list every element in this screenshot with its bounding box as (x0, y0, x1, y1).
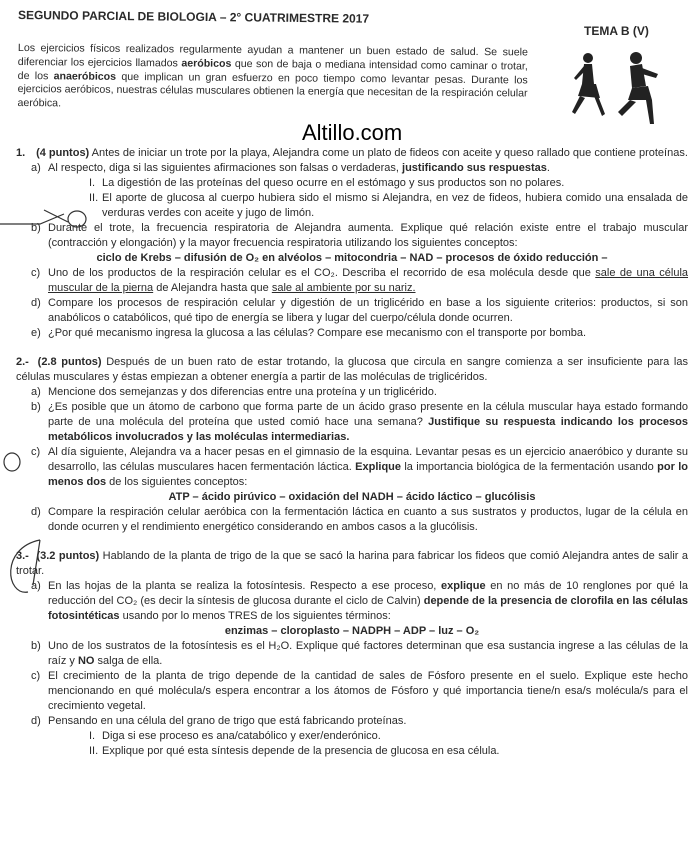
question-item (16, 505, 688, 535)
item-label: b) (31, 401, 41, 413)
question-item (16, 326, 688, 341)
question-item (16, 266, 688, 296)
item-label: b) (31, 222, 41, 234)
question-item (16, 639, 688, 669)
text-segment: usando por lo menos TRES de los siguientes términos: (119, 610, 391, 622)
question-item (16, 176, 688, 191)
bold-text: ciclo de Krebs – difusión de O₂ en alvéolos – mitocondria – NAD – procesos de óxido reducción – (96, 252, 608, 264)
question-item (16, 400, 688, 445)
item-label: II. (89, 192, 99, 204)
item-label: a) (31, 162, 41, 174)
question-item (16, 161, 688, 176)
bold-text: depende de la presencia de clorofila en las células fotosintéticas (48, 595, 689, 622)
text-segment: La digestión de las proteínas del queso ocurre en el estómago y sus productos son no polares. (102, 177, 565, 189)
item-label: a) (31, 386, 41, 398)
text-segment: Compare la respiración celular aeróbica con la fermentación láctica en cuanto a sus sustratos y productos, lugar de la célula en donde ocurren y el rendimiento energético considerando en ambos casos a la glucólisis. (48, 506, 688, 533)
bold-text: explique (440, 580, 486, 592)
item-label: c) (31, 446, 41, 458)
bold-text: (3.2 puntos) (36, 550, 100, 562)
question-item (16, 669, 688, 714)
text-segment: Mencione dos semejanzas y dos diferencias entre una proteína y un triglicérido. (48, 386, 437, 398)
question-item (16, 385, 688, 400)
item-label: II. (89, 745, 99, 757)
text-segment: Durante el trote, la frecuencia respiratoria de Alejandra aumenta. Explique qué relación existe entre el trabajo muscular (contracción y elongación) y la mayor frecuencia respiratoria utilizando los siguientes conceptos: (48, 222, 688, 249)
question (16, 355, 688, 385)
concept-list (16, 624, 688, 639)
question-item (16, 296, 688, 326)
text-segment: ¿Es posible que un átomo de carbono que forma parte de un ácido graso presente en la célula muscular haya estado formando parte de una molécula del proteína que usted comió hace una semana? (48, 401, 688, 428)
watermark: Altillo.com (302, 120, 403, 145)
bold-text: anaeróbicos (53, 69, 117, 83)
text-segment: Al día siguiente, Alejandra va a hacer pesas en el gimnasio de la esquina. Levantar pesas es un ejercicio anaeróbico y durante su desarrollo, las células musculares hacen fermentación láctica. (48, 446, 688, 473)
item-label: I. (89, 177, 96, 189)
item-label: d) (31, 715, 41, 727)
text-segment: salga de ella. (94, 655, 163, 667)
text-segment: Pensando en una célula del grano de trigo que está fabricando proteínas. (48, 715, 407, 727)
text-segment: que implican un gran esfuerzo en poco tiempo como levantar pesas. Durante los ejercicios aeróbicos, nuestras células musculares obtienen la energía que necesitan de la respiración celular aeróbica. (17, 70, 528, 110)
question-item (16, 714, 688, 729)
question (16, 549, 688, 579)
item-label: b) (31, 640, 41, 652)
runners-illustration (566, 50, 676, 128)
bold-text: (2.8 puntos) (37, 356, 102, 368)
exam-version: TEMA B (V) (584, 24, 649, 38)
exam-title: SEGUNDO PARCIAL DE BIOLOGIA – 2° CUATRIMESTRE 2017 (17, 8, 370, 26)
bold-text: (4 puntos) (36, 147, 90, 159)
question-item (16, 744, 688, 759)
item-label: d) (31, 506, 41, 518)
bold-text: Explique (355, 461, 402, 473)
intro-paragraph (17, 42, 528, 115)
item-label: d) (31, 297, 41, 309)
text-segment: de Alejandra hasta que (153, 282, 272, 294)
text-segment: Uno de los productos de la respiración celular es el CO₂. Describa el recorrido de esa molécula desde que (48, 267, 596, 279)
exam-questions (16, 146, 688, 759)
item-label: e) (31, 327, 41, 339)
text-segment: ¿Por qué mecanismo ingresa la glucosa a las células? Compare ese mecanismo con el transporte por bomba. (48, 327, 587, 339)
text-segment: de los siguientes conceptos: (106, 476, 248, 488)
item-label: 3.- (16, 550, 29, 562)
question (16, 146, 688, 161)
underlined-text: sale al ambiente por su nariz. (271, 282, 416, 294)
text-segment: El crecimiento de la planta de trigo depende de la cantidad de sales de Fósforo presente en el suelo. Explique este hecho mencionando en qué molécula/s espera encontrar a los átomos de Fósforo y qué importancia tiene/n esa/s molécula/s para el crecimiento vegetal. (48, 670, 688, 712)
text-segment: Los ejercicios físicos realizados regularmente ayudan a mantener un buen estado de salud. Se suele diferenciar los ejercicios llamados (17, 42, 528, 70)
question-item (16, 579, 688, 624)
item-label: 1. (16, 147, 26, 159)
concept-list (16, 251, 688, 266)
concept-list (16, 490, 688, 505)
bold-text: justificando sus respuestas (402, 162, 547, 174)
item-label: c) (31, 267, 41, 279)
item-label: I. (89, 730, 96, 742)
item-label: c) (31, 670, 41, 682)
item-label: 2.- (16, 356, 29, 368)
bold-text: NO (77, 655, 95, 667)
question-item (16, 191, 688, 221)
text-segment: Al respecto, diga si las siguientes afirmaciones son falsas o verdaderas, (48, 162, 403, 174)
text-segment: Explique por qué esta síntesis depende de la presencia de glucosa en esa célula. (102, 745, 500, 757)
underlined-text: sale de una célula muscular de la pierna (48, 267, 689, 294)
text-segment: Después de un buen rato de estar trotando, la glucosa que circula en sangre comienza a ser insuficiente para las células musculares y éstas empiezan a obtener energía a partir de las moléculas de triglicéridos. (16, 356, 688, 383)
bold-text: Justifique su respuesta indicando los procesos metabólicos involucrados y las moléculas intermediarias. (48, 416, 688, 443)
text-segment: En las hojas de la planta se realiza la fotosíntesis. Respecto a ese proceso, (48, 580, 441, 592)
text-segment: Hablando de la planta de trigo de la que se sacó la harina para fabricar los fideos que comió Alejandra antes de salir a trotar. (16, 550, 689, 577)
text-segment: Antes de iniciar un trote por la playa, Alejandra come un plato de fideos con aceite y queso rallado que contiene proteínas. (89, 147, 688, 159)
question-item (16, 445, 688, 490)
text-segment: la importancia biológica de la fermentación usando (401, 461, 658, 473)
item-label: a) (31, 580, 41, 592)
text-segment: Uno de los sustratos de la fotosíntesis es el H₂O. Explique qué factores determinan que esa sustancia ingrese a las células de la raíz y (48, 640, 688, 667)
question-item (16, 729, 688, 744)
text-segment: en no más de 10 renglones por qué la reducción del CO₂ (es decir la síntesis de glucosa durante el ciclo de Calvin) (48, 580, 688, 607)
bold-text: por lo menos dos (48, 461, 689, 488)
text-segment: Diga si ese proceso es ana/catabólico y exer/enderónico. (102, 730, 381, 742)
bold-text: enzimas – cloroplasto – NADPH – ADP – luz – O₂ (224, 625, 480, 637)
question-item (16, 221, 688, 251)
text-segment: que son de baja o mediana intensidad como caminar o trotar, de los (17, 57, 528, 82)
text-segment: Compare los procesos de respiración celular y digestión de un triglicérido en base a los siguiente criterios: productos, si son anabólicos o catabólicos, qué tipo de energía se libera y lugar del cuerpo/célula donde ocurren. (48, 297, 688, 324)
text-segment: El aporte de glucosa al cuerpo hubiera sido el mismo si Alejandra, en vez de fideos, hubiera comido una ensalada de verduras verdes con aceite y jugo de limón. (102, 192, 688, 219)
bold-text: aeróbicos (181, 57, 232, 70)
text-segment: . (546, 162, 550, 174)
bold-text: ATP – ácido pirúvico – oxidación del NADH – ácido láctico – glucólisis (168, 491, 536, 503)
